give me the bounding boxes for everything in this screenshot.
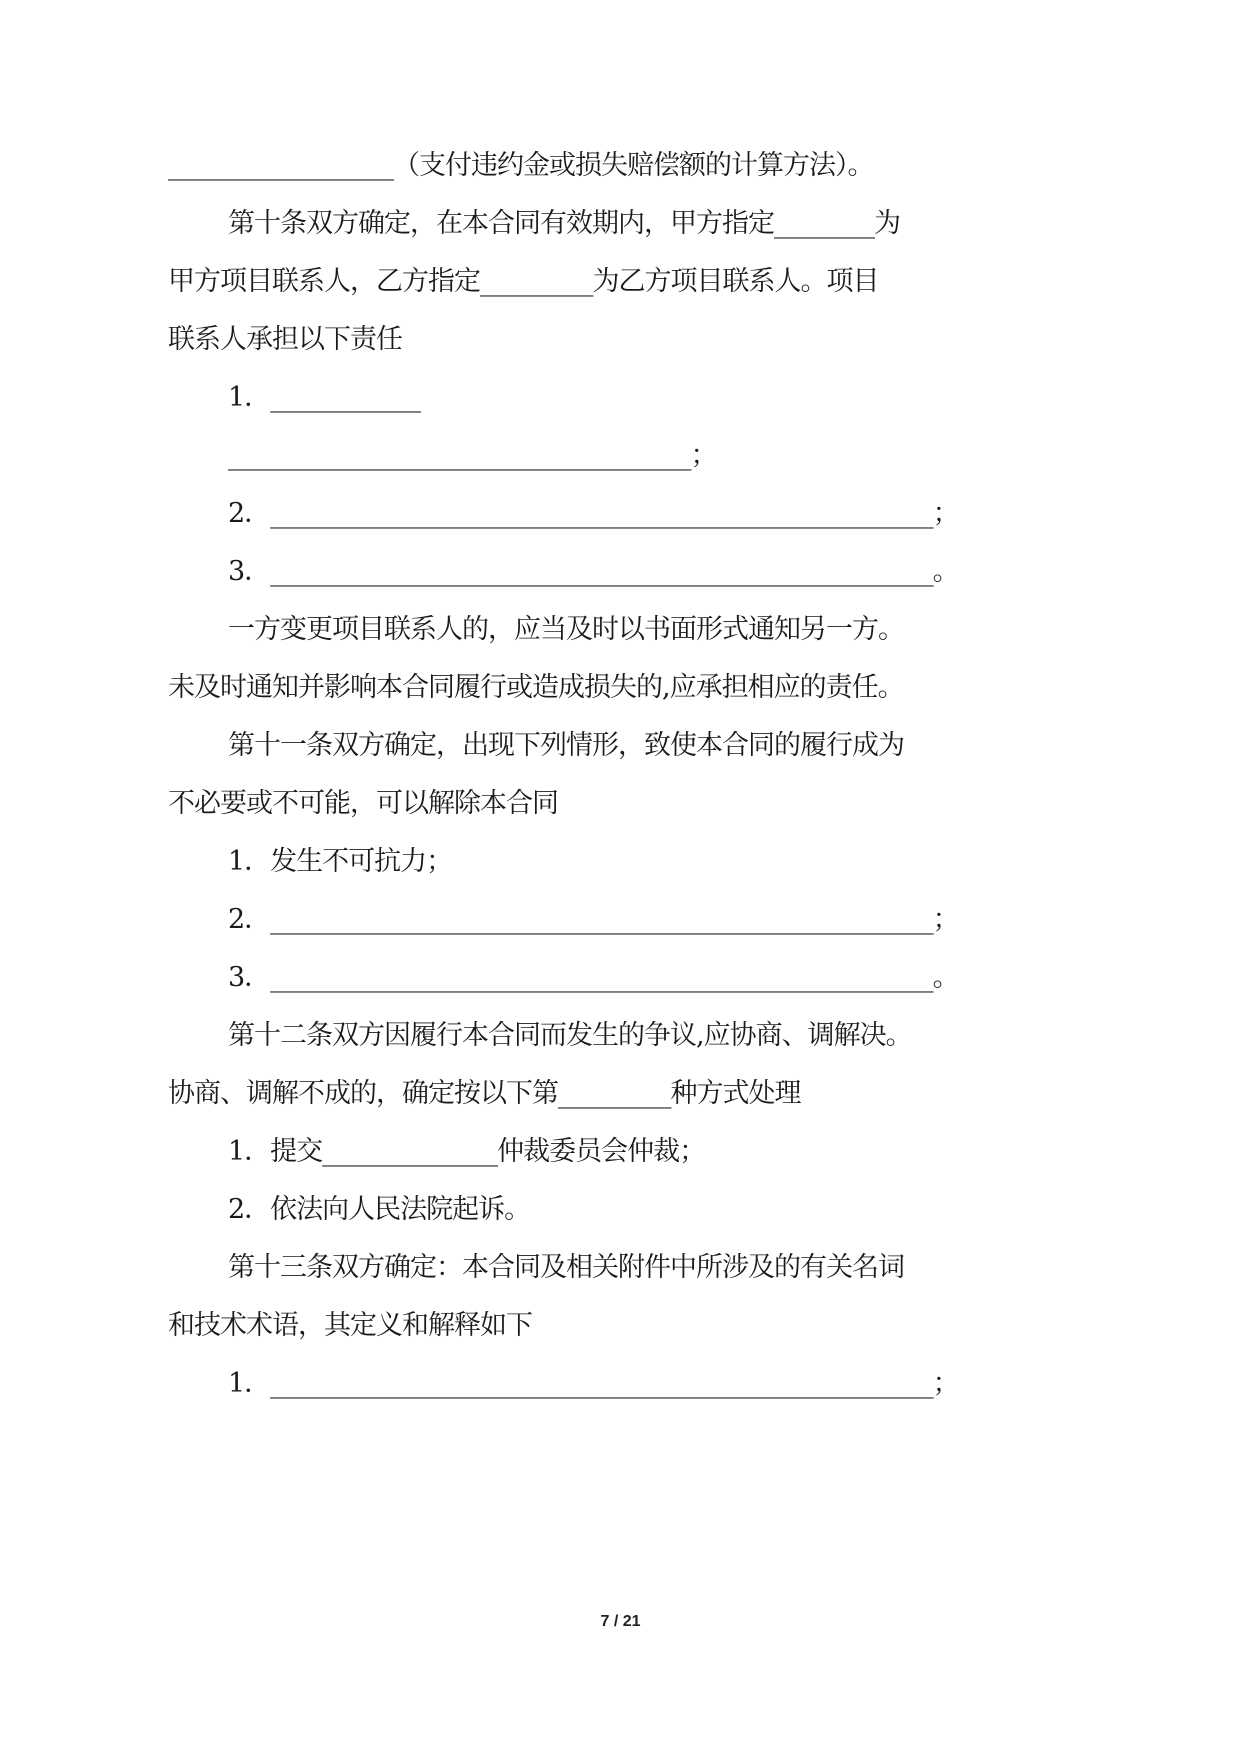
text-line-18: 1．提交______________仲裁委员会仲裁； — [228, 1136, 706, 1167]
text-line-22: 1．_____________________________________________________； — [228, 1368, 959, 1399]
text-line-1: __________________（支付违约金或损失赔偿额的计算方法）。 — [168, 150, 874, 181]
text-line-17: 协商、调解不成的，确定按以下第_________种方式处理 — [168, 1078, 801, 1109]
text-line-12: 不必要或不可能，可以解除本合同 — [168, 788, 558, 819]
text-line-11: 第十一条双方确定，出现下列情形，致使本合同的履行成为 — [228, 730, 904, 761]
text-line-15: 3．_____________________________________________________。 — [228, 962, 959, 993]
text-line-16: 第十二条双方因履行本合同而发生的争议,应协商、调解决。 — [228, 1020, 912, 1051]
text-line-5: 1．____________ — [228, 382, 421, 413]
text-line-8: 3．_____________________________________________________。 — [228, 556, 959, 587]
text-line-2: 第十条双方确定，在本合同有效期内，甲方指定________为 — [228, 208, 900, 239]
text-line-9: 一方变更项目联系人的，应当及时以书面形式通知另一方。 — [228, 614, 904, 645]
text-line-14: 2．_____________________________________________________； — [228, 904, 959, 935]
text-line-10: 未及时通知并影响本合同履行或造成损失的,应承担相应的责任。 — [168, 672, 904, 703]
text-line-6: _____________________________________； — [228, 440, 717, 471]
text-line-19: 2．依法向人民法院起诉。 — [228, 1194, 531, 1225]
text-line-20: 第十三条双方确定：本合同及相关附件中所涉及的有关名词 — [228, 1252, 904, 1283]
text-line-21: 和技术术语，其定义和解释如下 — [168, 1310, 532, 1341]
text-line-13: 1．发生不可抗力； — [228, 846, 453, 877]
text-line-3: 甲方项目联系人，乙方指定_________为乙方项目联系人。项目 — [168, 266, 879, 297]
page-number: 7 / 21 — [600, 1613, 641, 1630]
text-line-4: 联系人承担以下责任 — [168, 324, 402, 355]
text-line-7: 2．_____________________________________________________； — [228, 498, 959, 529]
